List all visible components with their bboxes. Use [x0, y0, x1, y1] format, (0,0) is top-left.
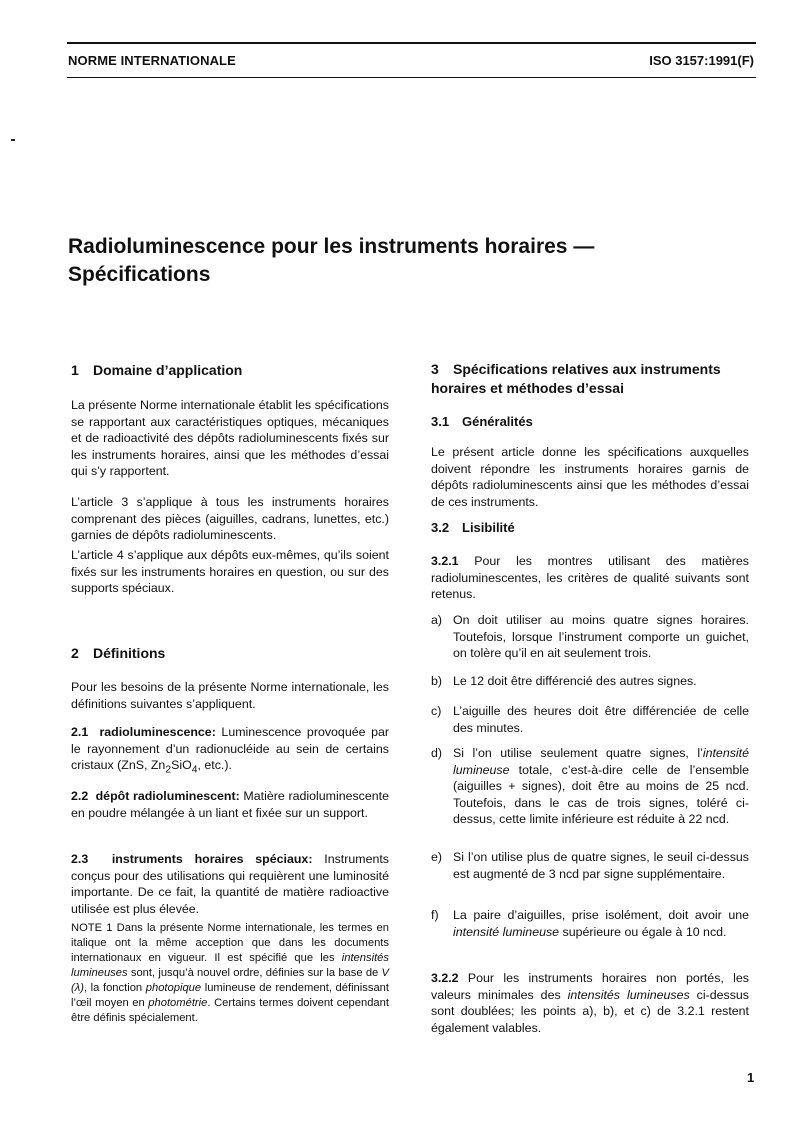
definition-2-1: 2.1 radioluminescence: Luminescence provoquée par le rayonnement d’un radionucléide au sein de certains cristaux (ZnS, $Zn_2SiO_4$, etc.). — [71, 725, 389, 776]
list-marker: d) — [431, 746, 443, 760]
section-title: Définitions — [93, 645, 166, 661]
header-rule-bottom — [67, 77, 756, 78]
definition-number: 2.2 — [71, 789, 89, 803]
section-3-heading — [431, 360, 751, 398]
clause-number: 3.2.2 — [431, 971, 459, 985]
list-marker: a) — [431, 613, 443, 627]
section-title: Domaine d’application — [93, 362, 243, 378]
definition-term: dépôt radioluminescent: — [95, 789, 240, 803]
section-1-heading — [71, 361, 242, 380]
note-label: NOTE 1 — [71, 922, 113, 934]
list-marker: e) — [431, 850, 443, 864]
section-number: 3 — [431, 361, 439, 377]
note-1: NOTE 1 Dans la présente Norme internationale, les termes en italique ont la même acception que dans les documents internationaux en vigueur. Il est spécifié que les intensités lumineuses sont, jusqu’à nouvel ordre, définies sur la base de V (λ), la fonction photopique lumineuse de rendement, définissant l’œil moyen en photométrie. Certains termes doivent cependant être définis spécialement. — [71, 922, 390, 1024]
definition-2-2: 2.2 dépôt radioluminescent: Matière radioluminescente en poudre mélangée à un liant et fixée sur un support. — [71, 789, 389, 820]
definition-number: 2.1 — [71, 725, 89, 739]
section-2-heading — [71, 644, 165, 663]
section-title: Spécifications relatives aux instruments horaires et méthodes d’essai — [431, 361, 721, 396]
clause-number: 3.2.1 — [431, 554, 459, 568]
list-item-d: d) Si l’on utilise seulement quatre signes, l’intensité lumineuse totale, c’est-à-dire celle de l’ensemble (aiguilles + signes), doit être au moins de 25 ncd. Toutefois, dans le cas de trois signes, toléré ci-dessus, cette limite inférieure est réduite à 22 ncd. — [431, 746, 749, 827]
document-title — [68, 233, 628, 289]
title-line-1: Radioluminescence pour les instruments horaires — — [68, 235, 595, 258]
definition-number: 2.3 — [71, 852, 89, 866]
subsection-number: 3.1 — [431, 414, 450, 429]
definition-term: instruments horaires spéciaux: — [111, 852, 313, 866]
scan-artifact — [11, 139, 15, 141]
header-standard-id: ISO 3157:1991(F) — [649, 53, 754, 68]
list-marker: f) — [431, 908, 439, 922]
section-1-paragraph-1: La présente Norme internationale établit les spécifications se rapportant aux caractéristiques optiques, mécaniques et de radioactivité des dépôts radioluminescents fixés sur les instruments horaires, ainsi que les méthodes d’essai qui s’y rapportent. — [71, 398, 389, 479]
subsection-title: Lisibilité — [462, 520, 515, 535]
clause-3-2-2: 3.2.2 Pour les instruments horaires non portés, les valeurs minimales des intensités lumineuses ci-dessus sont doublées; les points a), b), et c) de 3.2.1 restent également valables. — [431, 971, 749, 1035]
subsection-number: 3.2 — [431, 520, 450, 535]
section-3-1-heading — [431, 413, 533, 430]
title-line-2: Spécifications — [68, 263, 211, 286]
header-document-type: NORME INTERNATIONALE — [68, 53, 236, 68]
definition-2-3: 2.3 instruments horaires spéciaux: Instruments conçus pour des utilisations qui requièrent une luminosité importante. De ce fait, la quantité de matière radioactive utilisée est plus élevée. — [71, 852, 389, 916]
list-item-a: a) On doit utiliser au moins quatre signes horaires. Toutefois, lorsque l’instrument comporte un guichet, on tolère qu’il en ait seulement trois. — [431, 613, 749, 661]
section-2-intro: Pour les besoins de la présente Norme internationale, les définitions suivantes s’appliquent. — [71, 680, 389, 711]
section-1-paragraph-2: L’article 3 s’applique à tous les instruments horaires comprenant des pièces (aiguilles, cadrans, lunettes, etc.) garnies de dépôts radioluminescents. — [71, 495, 389, 543]
header-rule-top — [67, 42, 756, 44]
section-3-1-paragraph: Le présent article donne les spécifications auxquelles doivent répondre les instruments horaires garnis de dépôts radioluminescents ainsi que les méthodes d’essai de ces instruments. — [431, 445, 749, 509]
list-marker: c) — [431, 704, 442, 718]
list-item-f: f) La paire d’aiguilles, prise isolément, doit avoir une intensité lumineuse supérieure ou égale à 10 ncd. — [431, 908, 749, 939]
section-number: 2 — [71, 645, 79, 661]
section-number: 1 — [71, 362, 79, 378]
list-item-b: b) Le 12 doit être différencié des autres signes. — [431, 674, 697, 688]
section-1-paragraph-3: L’article 4 s’applique aux dépôts eux-mêmes, qu’ils soient fixés sur les instruments horaires en question, ou sur des supports spéciaux. — [71, 548, 389, 596]
definition-term: radioluminescence: — [99, 725, 216, 739]
clause-3-2-1: 3.2.1 Pour les montres utilisant des matières radioluminescentes, les critères de qualité suivants sont retenus. — [431, 554, 749, 602]
list-item-e: e) Si l’on utilise plus de quatre signes, le seuil ci-dessus est augmenté de 3 ncd par signe supplémentaire. — [431, 850, 749, 881]
list-item-c: c) L’aiguille des heures doit être différenciée de celle des minutes. — [431, 704, 749, 735]
list-marker: b) — [431, 674, 443, 688]
subsection-title: Généralités — [462, 414, 533, 429]
section-3-2-heading — [431, 519, 515, 536]
page-number: 1 — [747, 1070, 755, 1085]
